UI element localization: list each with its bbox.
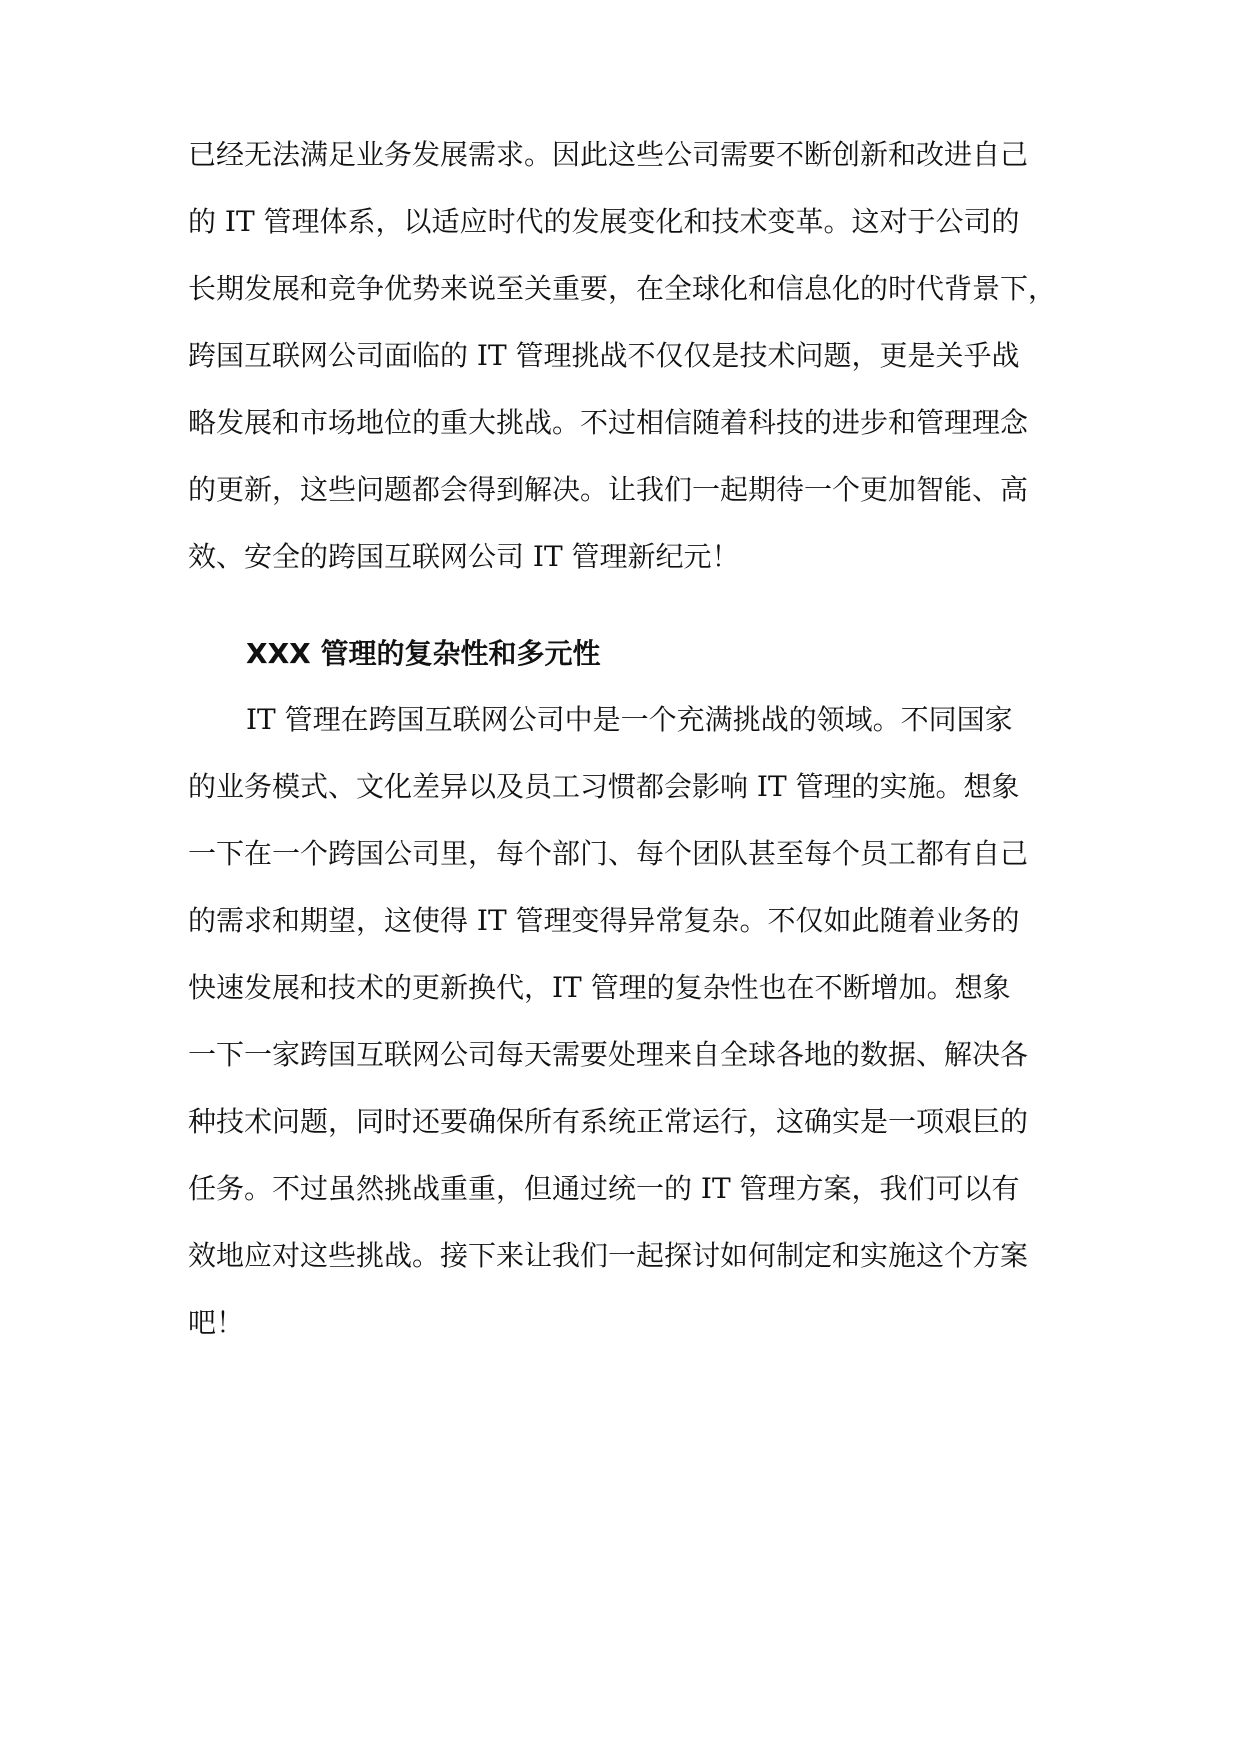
- section-heading: XXX 管理的复杂性和多元性: [246, 637, 601, 670]
- paragraph-line: 的业务模式、文化差异以及员工习惯都会影响 IT 管理的实施。想象: [188, 770, 1020, 803]
- paragraph-line: 长期发展和竞争优势来说至关重要，在全球化和信息化的时代背景下，: [188, 272, 1057, 305]
- paragraph-line: 的需求和期望，这使得 IT 管理变得异常复杂。不仅如此随着业务的: [188, 904, 1020, 937]
- paragraph-line: 一下一家跨国互联网公司每天需要处理来自全球各地的数据、解决各: [188, 1038, 1029, 1071]
- paragraph-line: 吧！: [188, 1306, 245, 1339]
- paragraph-line: 的更新，这些问题都会得到解决。让我们一起期待一个更加智能、高: [188, 473, 1029, 506]
- paragraph-line: 略发展和市场地位的重大挑战。不过相信随着科技的进步和管理理念: [188, 406, 1029, 439]
- paragraph-line: 一下在一个跨国公司里，每个部门、每个团队甚至每个员工都有自己: [188, 837, 1029, 870]
- paragraph-line: 快速发展和技术的更新换代，IT 管理的复杂性也在不断增加。想象: [188, 971, 1011, 1004]
- paragraph-line: 种技术问题，同时还要确保所有系统正常运行，这确实是一项艰巨的: [188, 1105, 1029, 1138]
- paragraph-line: 跨国互联网公司面临的 IT 管理挑战不仅仅是技术问题，更是关乎战: [188, 339, 1020, 372]
- paragraph-line: 已经无法满足业务发展需求。因此这些公司需要不断创新和改进自己: [188, 138, 1029, 171]
- paragraph-line: 的 IT 管理体系，以适应时代的发展变化和技术变革。这对于公司的: [188, 205, 1020, 238]
- paragraph-line: 效、安全的跨国互联网公司 IT 管理新纪元！: [188, 540, 740, 573]
- paragraph-line: IT 管理在跨国互联网公司中是一个充满挑战的领域。不同国家: [246, 703, 1013, 736]
- paragraph-line: 效地应对这些挑战。接下来让我们一起探讨如何制定和实施这个方案: [188, 1239, 1029, 1272]
- paragraph-line: 任务。不过虽然挑战重重，但通过统一的 IT 管理方案，我们可以有: [188, 1172, 1020, 1205]
